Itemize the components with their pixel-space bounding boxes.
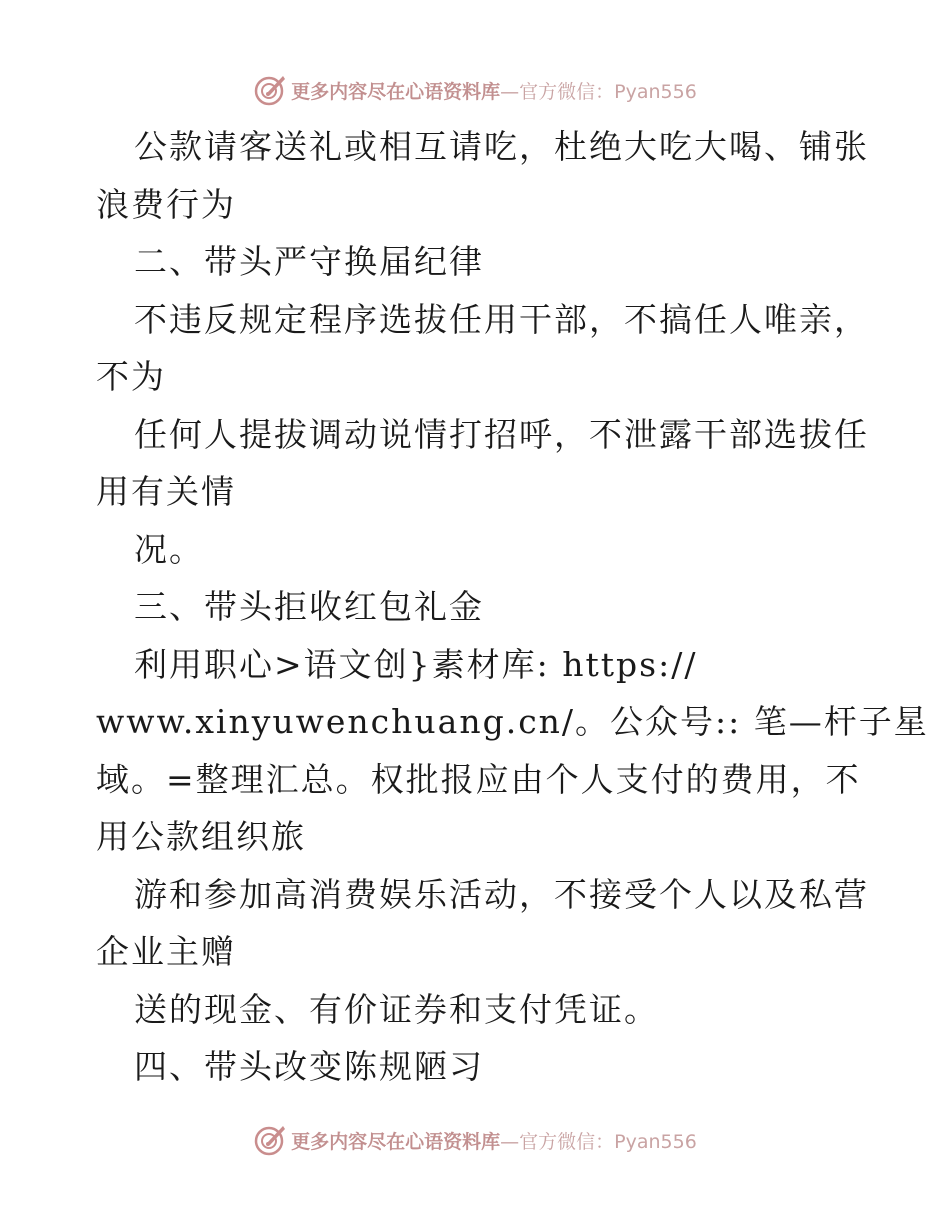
body-line: 用有关情 — [96, 472, 236, 511]
body-line: 况。 — [134, 529, 204, 569]
watermark-text — [291, 1127, 697, 1154]
section-heading: 三、带头拒收红包礼金 — [134, 587, 484, 626]
section-heading: 四、带头改变陈规陋习 — [134, 1047, 484, 1086]
pen-nib-logo-icon — [253, 1123, 287, 1157]
watermark-wechat: 官方微信：Pyan556 — [519, 1130, 697, 1153]
watermark-wechat: 官方微信：Pyan556 — [519, 80, 697, 103]
body-line: 利用职心>语文创}素材库: https:// — [134, 644, 698, 684]
header-watermark — [0, 70, 950, 110]
body-line: 不违反规定程序选拔任用干部，不搞任人唯亲， — [134, 299, 869, 339]
body-line: 域。=整理汇总。权批报应由个人支付的费用，不 — [96, 759, 861, 799]
footer-watermark — [0, 1120, 950, 1160]
watermark-text — [291, 77, 697, 104]
pen-nib-logo-icon — [253, 73, 287, 107]
document-body — [96, 118, 929, 1096]
body-line: 公款请客送礼或相互请吃，杜绝大吃大喝、铺张 — [134, 127, 869, 166]
body-line: 企业主赠 — [96, 932, 236, 971]
body-line: www.xinyuwenchuang.cn/。公众号:: 笔—杆子星 — [96, 702, 929, 741]
body-line: 送的现金、有价证券和支付凭证。 — [134, 989, 659, 1029]
body-line: 游和参加高消费娱乐活动，不接受个人以及私营 — [134, 874, 869, 914]
watermark-brand: 更多内容尽在心语资料库 — [291, 80, 501, 103]
body-line: 不为 — [96, 357, 166, 396]
body-line: 用公款组织旅 — [96, 817, 306, 856]
watermark-dash: — — [500, 1130, 520, 1153]
body-line: 任何人提拔调动说情打招呼，不泄露干部选拔任 — [134, 414, 869, 454]
body-line: 浪费行为 — [96, 184, 236, 224]
watermark-brand: 更多内容尽在心语资料库 — [291, 1130, 501, 1153]
watermark-dash: — — [500, 80, 520, 103]
section-heading: 二、带头严守换届纪律 — [134, 242, 484, 281]
